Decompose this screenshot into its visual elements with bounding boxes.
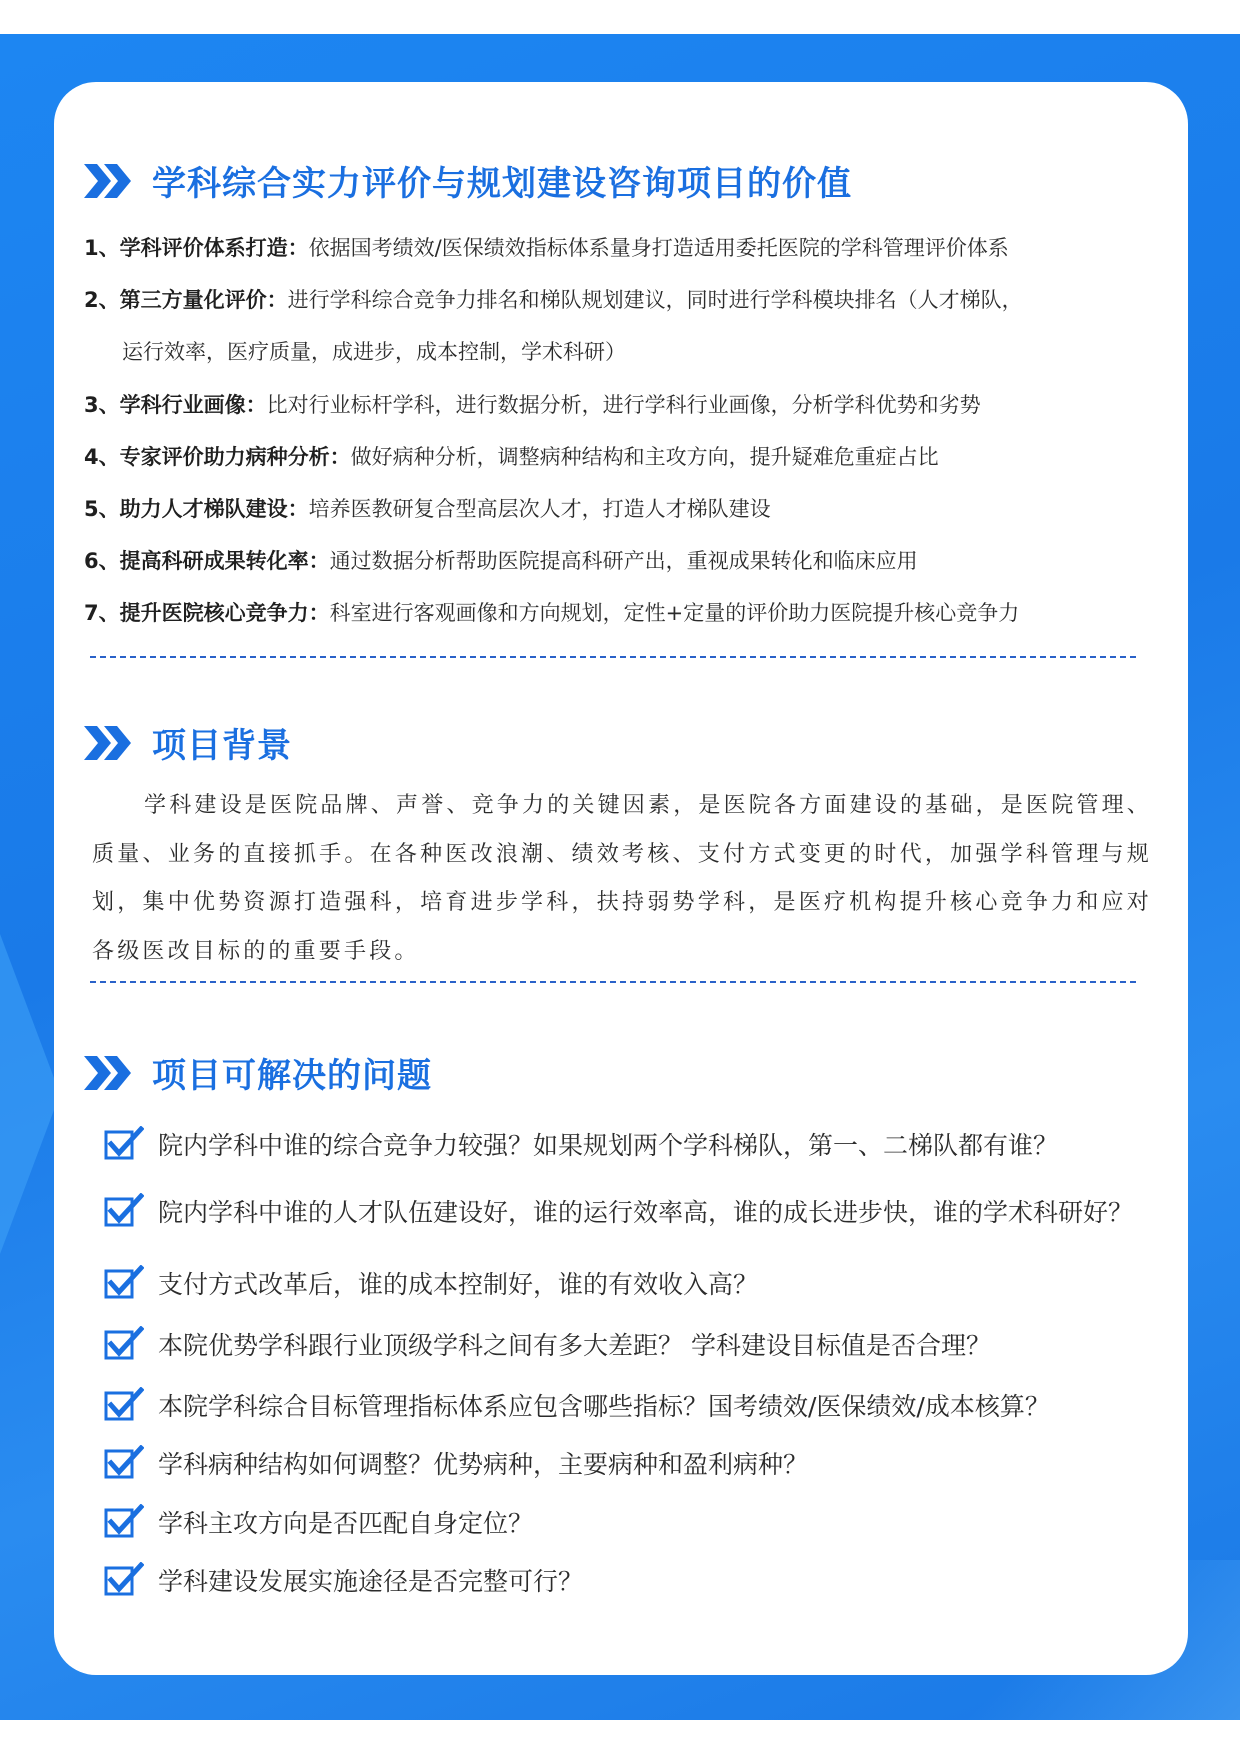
checkbox-checked-icon bbox=[104, 1445, 144, 1481]
item-number: 4、 bbox=[84, 445, 120, 469]
item-heading: 专家评价助力病种分析： bbox=[119, 445, 351, 469]
item-number: 6、 bbox=[84, 549, 120, 573]
checkbox-checked-icon bbox=[104, 1326, 144, 1362]
issue-item bbox=[104, 1126, 1058, 1162]
issue-item bbox=[104, 1326, 991, 1362]
item-heading: 助力人才梯队建设： bbox=[119, 497, 309, 521]
value-item bbox=[84, 389, 981, 419]
checkbox-checked-icon bbox=[104, 1126, 144, 1162]
item-body: 做好病种分析，调整病种结构和主攻方向，提升疑难危重症占比 bbox=[350, 445, 939, 469]
section-title-value bbox=[84, 156, 852, 205]
item-body: 通过数据分析帮助医院提高科研产出，重视成果转化和临床应用 bbox=[329, 549, 918, 573]
section-title-background bbox=[84, 718, 292, 767]
issue-item bbox=[104, 1562, 583, 1598]
section-title-text: 学科综合实力评价与规划建设咨询项目的价值 bbox=[152, 164, 852, 204]
issue-item bbox=[104, 1504, 533, 1540]
issue-text: 院内学科中谁的人才队伍建设好，谁的运行效率高，谁的成长进步快，谁的学术科研好？ bbox=[158, 1198, 1134, 1227]
section-title-text: 项目可解决的问题 bbox=[152, 1056, 432, 1096]
issue-text: 本院学科综合目标管理指标体系应包含哪些指标？国考绩效/医保绩效/成本核算？ bbox=[158, 1392, 1050, 1421]
section-title-text: 项目背景 bbox=[152, 726, 292, 766]
value-item bbox=[84, 441, 939, 471]
value-item bbox=[84, 232, 1009, 262]
issue-text: 支付方式改革后，谁的成本控制好，谁的有效收入高？ bbox=[158, 1270, 759, 1299]
issue-text: 本院优势学科跟行业顶级学科之间有多大差距？ 学科建设目标值是否合理？ bbox=[158, 1331, 991, 1360]
item-number: 1、 bbox=[84, 236, 120, 260]
item-heading: 学科评价体系打造： bbox=[119, 236, 309, 260]
value-item bbox=[84, 545, 918, 575]
issue-item bbox=[104, 1445, 808, 1481]
checkbox-checked-icon bbox=[104, 1193, 144, 1229]
double-chevron-icon bbox=[84, 1056, 134, 1090]
item-heading: 提高科研成果转化率： bbox=[119, 549, 330, 573]
decorative-facet bbox=[0, 934, 60, 1254]
item-body: 科室进行客观画像和方向规划，定性+定量的评价助力医院提升核心竞争力 bbox=[329, 601, 1020, 625]
item-body: 进行学科综合竞争力排名和梯队规划建议，同时进行学科模块排名（人才梯队， bbox=[287, 288, 1023, 312]
item-number: 7、 bbox=[84, 601, 120, 625]
issue-text: 学科建设发展实施途径是否完整可行？ bbox=[158, 1567, 584, 1596]
issue-text: 学科主攻方向是否匹配自身定位？ bbox=[158, 1509, 534, 1538]
item-number: 3、 bbox=[84, 393, 120, 417]
double-chevron-icon bbox=[84, 164, 134, 198]
value-item bbox=[84, 284, 1023, 314]
section-title-issues bbox=[84, 1048, 432, 1097]
item-body-continued: 运行效率，医疗质量，成进步，成本控制，学术科研） bbox=[122, 340, 626, 364]
item-body: 依据国考绩效/医保绩效指标体系量身打造适用委托医院的学科管理评价体系 bbox=[308, 236, 1009, 260]
checkbox-checked-icon bbox=[104, 1562, 144, 1598]
value-item bbox=[84, 493, 771, 523]
value-item bbox=[84, 597, 1019, 627]
item-body: 比对行业标杆学科，进行数据分析，进行学科行业画像，分析学科优势和劣势 bbox=[266, 393, 981, 417]
divider bbox=[90, 981, 1136, 983]
background-paragraph: 学科建设是医院品牌、声誉、竞争力的关键因素，是医院各方面建设的基础，是医院管理、质量、业务的直接抓手。在各种医改浪潮、绩效考核、支付方式变更的时代，加强学科管理与规划，集中优势资源打造强科，培育进步学科，扶持弱势学科，是医疗机构提升核心竞争力和应对各级医改目标的的重要手段。 bbox=[92, 793, 1153, 964]
double-chevron-icon bbox=[84, 726, 134, 760]
issue-item bbox=[104, 1193, 1133, 1229]
item-number: 2、 bbox=[84, 288, 120, 312]
issue-item bbox=[104, 1265, 758, 1301]
issue-text: 学科病种结构如何调整？优势病种，主要病种和盈利病种？ bbox=[158, 1450, 809, 1479]
item-body: 培养医教研复合型高层次人才，打造人才梯队建设 bbox=[308, 497, 771, 521]
checkbox-checked-icon bbox=[104, 1387, 144, 1423]
item-heading: 学科行业画像： bbox=[119, 393, 267, 417]
item-number: 5、 bbox=[84, 497, 120, 521]
item-heading: 第三方量化评价： bbox=[119, 288, 288, 312]
checkbox-checked-icon bbox=[104, 1265, 144, 1301]
divider bbox=[90, 656, 1136, 658]
checkbox-checked-icon bbox=[104, 1504, 144, 1540]
issue-item bbox=[104, 1387, 1050, 1423]
item-heading: 提升医院核心竞争力： bbox=[119, 601, 330, 625]
issue-text: 院内学科中谁的综合竞争力较强？如果规划两个学科梯队，第一、二梯队都有谁？ bbox=[158, 1131, 1059, 1160]
